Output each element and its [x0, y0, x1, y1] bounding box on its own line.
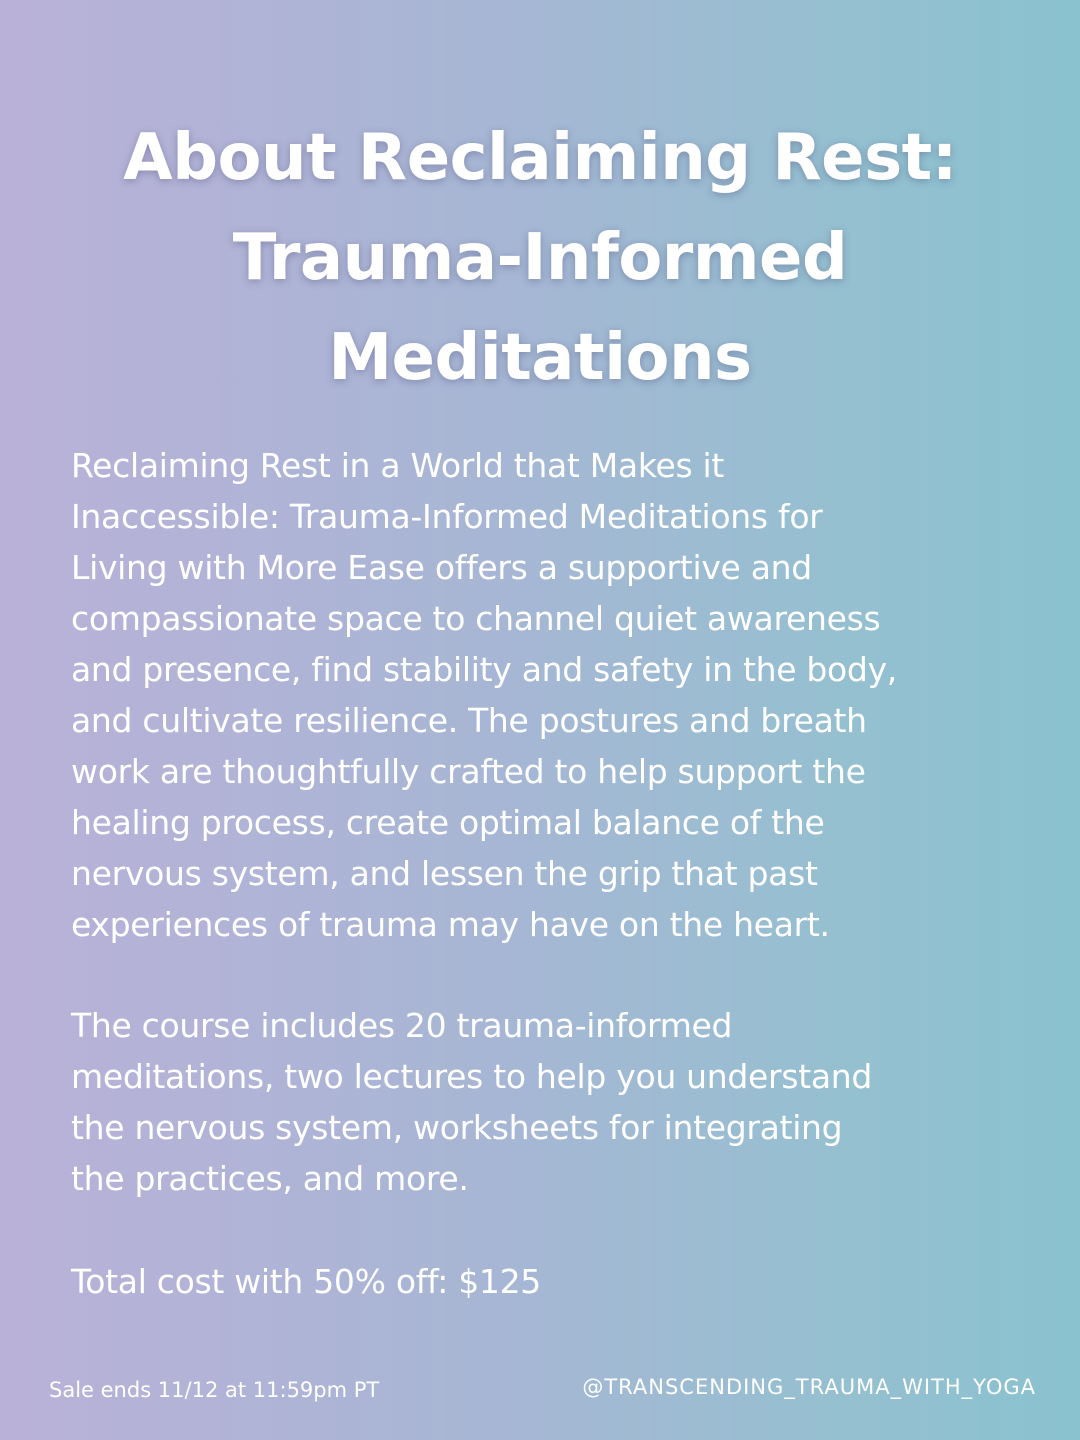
description-line: nervous system, and lessen the grip that past	[71, 854, 818, 893]
description-line: healing process, create optimal balance of the	[71, 803, 825, 842]
includes-line: the nervous system, worksheets for integrating	[71, 1108, 843, 1147]
includes-line: The course includes 20 trauma-informed	[71, 1006, 733, 1045]
social-handle: @TRANSCENDING_TRAUMA_WITH_YOGA	[582, 1375, 1036, 1399]
page-title	[40, 108, 1040, 408]
title-line: About Reclaiming Rest:	[123, 121, 957, 195]
includes-line: the practices, and more.	[71, 1159, 469, 1198]
description-line: compassionate space to channel quiet awareness	[71, 599, 881, 638]
course-description	[71, 440, 1031, 950]
description-line: and presence, find stability and safety in the body,	[71, 650, 897, 689]
includes-line: meditations, two lectures to help you understand	[71, 1057, 873, 1096]
description-line: work are thoughtfully crafted to help support the	[71, 752, 866, 791]
description-line: and cultivate resilience. The postures and breath	[71, 701, 867, 740]
description-line: Reclaiming Rest in a World that Makes it	[71, 446, 725, 485]
description-line: Living with More Ease offers a supportive and	[71, 548, 812, 587]
description-line: experiences of trauma may have on the heart.	[71, 905, 830, 944]
course-includes	[71, 1000, 1031, 1204]
description-line: Inaccessible: Trauma-Informed Meditations for	[71, 497, 823, 536]
sale-end-note: Sale ends 11/12 at 11:59pm PT	[49, 1378, 380, 1402]
title-line: Meditations	[328, 321, 752, 395]
title-line: Trauma-Informed	[232, 221, 848, 295]
total-cost: Total cost with 50% off: $125	[71, 1262, 541, 1301]
